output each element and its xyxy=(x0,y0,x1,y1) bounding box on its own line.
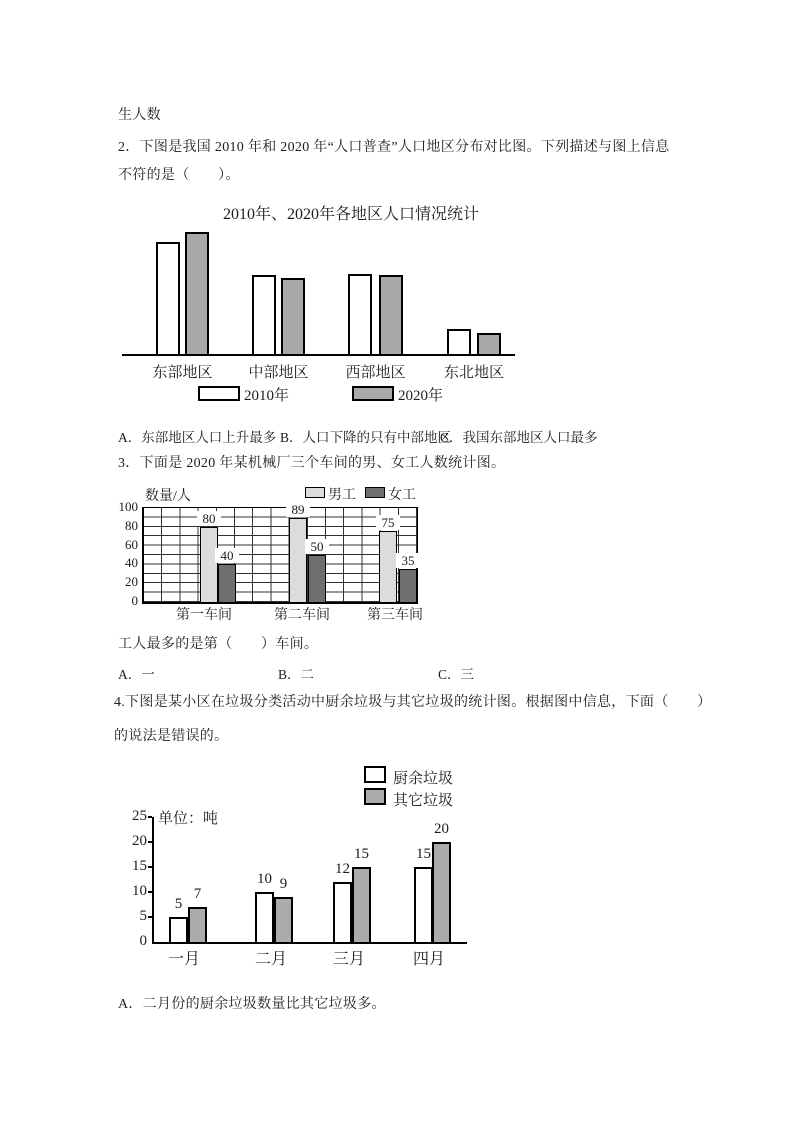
question-2-line1: 2．下图是我国 2010 年和 2020 年“人口普查”人口地区分布对比图。下列描述与图上信息 xyxy=(118,140,670,155)
value-label: 35 xyxy=(396,553,420,568)
value-label: 7 xyxy=(193,886,202,902)
chart-title: 2010年、2020年各地区人口情况统计 xyxy=(223,206,480,223)
bar-其它垃圾 xyxy=(274,897,293,942)
category-label: 第三车间 xyxy=(367,608,423,623)
value-label: 15 xyxy=(354,846,369,862)
q2-option-a: A．东部地区人口上升最多 xyxy=(118,430,277,445)
y-tick-label: 40 xyxy=(125,555,138,571)
q2-option-b: B．人口下降的只有中部地区 xyxy=(280,430,452,445)
y-tick-label: 10 xyxy=(132,883,147,899)
y-tick-mark xyxy=(148,816,152,818)
category-label: 第一车间 xyxy=(176,608,232,623)
question-4-line1: 4.下图是某小区在垃圾分类活动中厨余垃圾与其它垃圾的统计图。根据图中信息，下面（ ） xyxy=(114,695,712,710)
legend-swatch xyxy=(305,487,325,498)
bar-女工 xyxy=(218,564,236,602)
bar-2020年 xyxy=(185,232,209,354)
y-tick-label: 20 xyxy=(125,574,138,590)
value-label: 75 xyxy=(376,515,400,530)
bar-女工 xyxy=(308,555,326,602)
bar-厨余垃圾 xyxy=(333,882,352,942)
bar-厨余垃圾 xyxy=(255,892,274,942)
category-label: 三月 xyxy=(332,951,365,968)
plot-area xyxy=(152,817,467,944)
y-tick-mark xyxy=(148,916,152,918)
garbage-bar-chart xyxy=(130,758,480,970)
legend-label: 2020年 xyxy=(398,388,444,404)
category-label: 四月 xyxy=(412,951,445,968)
legend-swatch xyxy=(352,386,394,401)
question-2-line2: 不符的是（ ）。 xyxy=(118,168,240,183)
value-label: 20 xyxy=(434,821,449,837)
y-tick-label: 100 xyxy=(118,499,138,514)
legend-swatch xyxy=(364,766,386,783)
q3-option-b: B．二 xyxy=(278,667,315,682)
value-label: 10 xyxy=(257,871,272,887)
plot-area xyxy=(142,502,418,604)
value-label: 40 xyxy=(215,548,239,563)
bar-男工 xyxy=(289,518,307,602)
bar-厨余垃圾 xyxy=(169,917,188,942)
y-tick-mark xyxy=(148,866,152,868)
value-label: 80 xyxy=(197,511,221,526)
value-label: 9 xyxy=(279,876,288,892)
question-4-line2: 的说法是错误的。 xyxy=(114,729,229,744)
bar-厨余垃圾 xyxy=(414,867,433,942)
plot-area xyxy=(122,226,515,356)
value-label: 5 xyxy=(174,896,183,912)
bar-2010年 xyxy=(348,274,372,354)
bar-女工 xyxy=(399,569,417,602)
q3-option-a: A．一 xyxy=(118,667,155,682)
value-label: 89 xyxy=(286,502,310,517)
y-axis-label: 数量/人 xyxy=(145,489,191,504)
legend-label: 男工 xyxy=(328,488,356,503)
bar-2010年 xyxy=(447,329,471,354)
bar-2020年 xyxy=(477,333,501,354)
legend-swatch xyxy=(198,386,240,401)
category-label: 二月 xyxy=(254,951,287,968)
legend-label: 2010年 xyxy=(244,388,290,404)
bar-2020年 xyxy=(379,275,403,354)
question-3-text: 3．下面是 2020 年某机械厂三个车间的男、女工人数统计图。 xyxy=(118,456,506,471)
bar-男工 xyxy=(200,527,218,602)
y-tick-label: 0 xyxy=(131,593,138,608)
legend-label: 厨余垃圾 xyxy=(393,771,454,787)
q3-option-c: C．三 xyxy=(438,667,475,682)
population-bar-chart xyxy=(122,198,518,404)
value-label: 12 xyxy=(335,861,350,877)
y-tick-label: 60 xyxy=(125,536,138,552)
y-tick-label: 5 xyxy=(139,908,147,924)
y-tick-label: 25 xyxy=(132,808,147,824)
category-label: 东部地区 xyxy=(152,365,213,381)
unit-label: 单位：吨 xyxy=(158,811,219,827)
bar-其它垃圾 xyxy=(188,907,207,942)
category-label: 东北地区 xyxy=(443,365,504,381)
y-tick-label: 20 xyxy=(132,833,147,849)
category-label: 一月 xyxy=(167,951,200,968)
y-tick-label: 15 xyxy=(132,858,147,874)
category-label: 中部地区 xyxy=(248,365,309,381)
bar-其它垃圾 xyxy=(432,842,451,942)
bar-2010年 xyxy=(252,275,276,354)
q2-option-c: C．我国东部地区人口最多 xyxy=(440,430,598,445)
category-label: 第二车间 xyxy=(274,608,330,623)
bar-2020年 xyxy=(281,278,305,354)
bar-其它垃圾 xyxy=(352,867,371,942)
bar-男工 xyxy=(379,531,397,602)
value-label: 50 xyxy=(305,539,329,554)
legend-label: 女工 xyxy=(388,488,416,503)
category-label: 西部地区 xyxy=(345,365,406,381)
value-label: 15 xyxy=(416,846,431,862)
question-3-followup: 工人最多的是第（ ）车间。 xyxy=(118,637,319,652)
leading-text: 生人数 xyxy=(118,108,161,123)
y-tick-mark xyxy=(148,891,152,893)
bar-2010年 xyxy=(156,242,180,354)
legend-swatch xyxy=(365,487,385,498)
y-tick-label: 80 xyxy=(125,517,138,533)
y-tick-label: 0 xyxy=(139,933,147,949)
q4-option-a: A．二月份的厨余垃圾数量比其它垃圾多。 xyxy=(118,997,386,1012)
workers-bar-chart xyxy=(112,483,442,623)
legend-label: 其它垃圾 xyxy=(393,793,454,809)
legend-swatch xyxy=(364,788,386,805)
y-tick-mark xyxy=(148,841,152,843)
